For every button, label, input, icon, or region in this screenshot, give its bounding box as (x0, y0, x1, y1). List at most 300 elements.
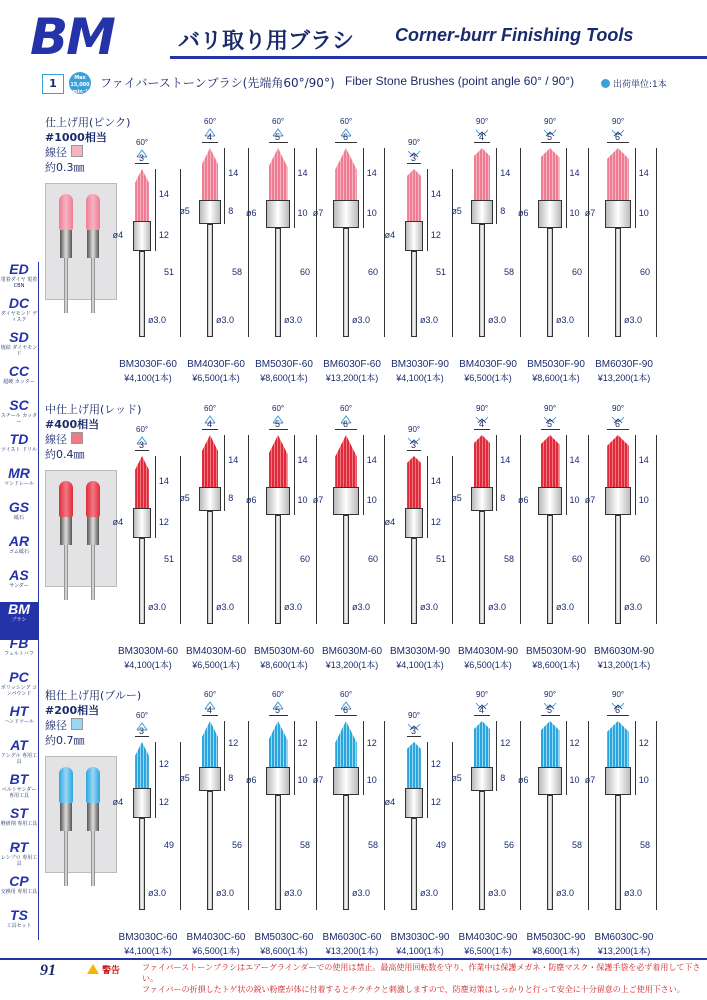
tip-width-label: 4 (479, 132, 485, 142)
total-length-line (384, 148, 385, 337)
tip-length-line (427, 742, 428, 788)
shank-diameter-label: ø4 (112, 797, 124, 807)
section-label (45, 115, 130, 175)
product-subheader (38, 72, 703, 94)
total-length-label: 60 (368, 267, 379, 277)
product-price: ¥4,100(1本) (124, 946, 172, 956)
subheader-title-jp: ファイバーストーンブラシ(先端角60°/90°) (100, 76, 335, 90)
brush-tip (59, 194, 73, 230)
product-price: ¥13,200(1本) (597, 946, 651, 956)
total-length-line (588, 721, 589, 910)
shank-length-line (294, 200, 295, 228)
header-title-en: Corner-burr Finishing Tools (395, 25, 634, 45)
tip-length-label: 14 (500, 455, 511, 465)
shank-drawing (133, 221, 152, 251)
sidebar-tab-desc: ポリッシング コンパウンド (0, 685, 38, 697)
brush-shank (87, 230, 99, 258)
shaft-drawing (411, 538, 417, 624)
shank-length-label: 10 (366, 775, 377, 785)
point-angle-label: 60° (136, 138, 149, 147)
tip-width-label: 6 (615, 705, 621, 715)
total-length-line (316, 721, 317, 910)
shank-diameter-label: ø7 (312, 208, 324, 218)
total-length-line (248, 435, 249, 624)
quantity-badge: 1 (42, 74, 64, 94)
shank-length-line (363, 487, 364, 515)
shaft-drawing (139, 251, 145, 337)
point-angle-label: 60° (204, 404, 217, 413)
tip-width-line (335, 142, 357, 143)
tip-length-line (566, 148, 567, 200)
tip-length-line (224, 721, 225, 767)
tip-length-line (294, 721, 295, 767)
tip-width-line (541, 715, 560, 716)
point-angle-label: 90° (408, 138, 421, 147)
tip-length-line (635, 435, 636, 487)
shank-diameter-label: ø5 (451, 206, 462, 216)
shank-drawing (133, 788, 152, 818)
sidebar-tab-desc: 軽研削 専用工具 (0, 821, 38, 827)
shaft-diameter-label: ø3.0 (488, 602, 507, 612)
shaft-diameter-label: ø3.0 (488, 315, 507, 325)
tip-length-label: 14 (158, 476, 169, 486)
page-header (0, 0, 707, 70)
shank-length-label: 10 (569, 495, 580, 505)
section-wire-label (45, 432, 141, 447)
tip-width-label: 3 (411, 726, 417, 736)
point-angle-label: 90° (476, 117, 489, 126)
shank-diameter-label: ø6 (246, 208, 257, 218)
product-code: BM4030F-60 (187, 359, 245, 370)
shank-diameter-label: ø5 (451, 773, 462, 783)
point-angle-label: 60° (272, 404, 285, 413)
tip-width-line (135, 163, 149, 164)
sidebar-rule (38, 262, 39, 940)
shaft-diameter-label: ø3.0 (284, 888, 303, 898)
shank-drawing (266, 767, 290, 795)
tip-length-label: 14 (366, 168, 377, 178)
sidebar-tab-code: PC (9, 669, 29, 685)
shank-diameter-label: ø4 (384, 797, 396, 807)
sidebar-tab-desc: 砥石 (13, 515, 24, 521)
shank-diameter-label: ø6 (246, 775, 257, 785)
point-angle-label: 90° (612, 690, 625, 699)
brush-tip-drawing (335, 721, 357, 767)
shank-length-line (155, 508, 156, 538)
product-price: ¥8,600(1本) (532, 660, 580, 670)
sidebar-tab-code: TS (10, 907, 28, 923)
shaft-diameter-label: ø3.0 (148, 315, 167, 325)
brush-tip-drawing (474, 148, 490, 200)
shank-length-label: 10 (366, 495, 377, 505)
shank-length-label: 8 (500, 773, 506, 783)
wire-label-text: 線径 (45, 146, 67, 159)
shaft-diameter-label: ø3.0 (148, 602, 167, 612)
sidebar-tab-code: SC (9, 397, 29, 413)
tip-width-label: 6 (615, 419, 621, 429)
tip-length-line (635, 721, 636, 767)
section-wire-label (45, 718, 141, 733)
shaft-drawing (411, 251, 417, 337)
tip-length-label: 12 (158, 759, 169, 769)
tip-width-line (407, 736, 421, 737)
point-angle-label: 90° (544, 117, 557, 126)
tip-length-label: 14 (500, 168, 511, 178)
shank-length-label: 10 (297, 775, 308, 785)
section-wire-diameter: 約0.7㎜ (45, 734, 85, 747)
tip-width-label: 5 (275, 705, 281, 715)
shank-length-label: 12 (430, 230, 441, 240)
brush-tip-drawing (269, 148, 288, 200)
shaft-drawing (207, 224, 213, 337)
point-angle-label: 90° (476, 690, 489, 699)
sidebar-tab-code: AR (8, 533, 30, 549)
shaft-drawing (207, 511, 213, 624)
brush-tip-drawing (541, 435, 560, 487)
total-length-label: 58 (504, 554, 515, 564)
product-photo (45, 756, 117, 873)
brush-tip-drawing (269, 435, 288, 487)
product-code: BM6030C-60 (322, 932, 382, 943)
shaft-diameter-label: ø3.0 (420, 602, 439, 612)
total-length-line (520, 721, 521, 910)
shank-drawing (605, 767, 632, 795)
shank-diameter-label: ø7 (584, 495, 596, 505)
brush-tip (86, 767, 100, 803)
tip-length-label: 12 (638, 738, 649, 748)
shaft-diameter-label: ø3.0 (352, 888, 371, 898)
shank-length-label: 10 (569, 208, 580, 218)
shaft-drawing (615, 515, 621, 624)
tip-width-label: 3 (411, 440, 417, 450)
shank-length-line (155, 221, 156, 251)
shank-drawing (471, 767, 492, 791)
total-length-label: 60 (300, 267, 311, 277)
total-length-line (248, 721, 249, 910)
sidebar-tab-desc: ダイヤモンド ディスク (0, 311, 38, 323)
tip-width-label: 4 (479, 419, 485, 429)
brush-rod (91, 258, 95, 313)
sidebar-tab-desc: ゴム砥石 (8, 549, 29, 555)
brush-shank (87, 803, 99, 831)
shank-diameter-label: ø4 (384, 230, 396, 240)
sidebar-tab-desc: 電着ダイヤ 電着CBN (0, 277, 38, 289)
shank-length-line (363, 200, 364, 228)
sidebar-tab-code: BM (8, 601, 30, 617)
shank-diameter-label: ø7 (312, 495, 324, 505)
shaft-drawing (479, 511, 485, 624)
tip-width-line (607, 715, 629, 716)
total-length-label: 51 (164, 554, 175, 564)
product-price: ¥13,200(1本) (597, 373, 651, 383)
total-length-label: 58 (504, 267, 515, 277)
tip-width-label: 4 (207, 705, 213, 715)
shank-length-label: 10 (569, 775, 580, 785)
product-code: BM3030M-90 (389, 646, 451, 657)
point-angle-label: 60° (204, 690, 217, 699)
brush-tip (59, 481, 73, 517)
page-number: 91 (40, 962, 56, 979)
brush-tip-drawing (335, 435, 357, 487)
tip-length-line (294, 148, 295, 200)
product-code: BM6030M-60 (321, 646, 383, 657)
tip-width-line (541, 429, 560, 430)
tip-width-label: 3 (139, 153, 145, 163)
shaft-drawing (343, 795, 349, 910)
warning-label-text: 警告 (102, 966, 121, 976)
shaft-diameter-label: ø3.0 (284, 315, 303, 325)
shaft-drawing (479, 791, 485, 910)
tip-length-label: 12 (297, 738, 308, 748)
tip-length-label: 14 (297, 168, 308, 178)
brush-rod (64, 258, 68, 313)
warning-icon (87, 964, 99, 974)
point-angle-label: 60° (340, 690, 353, 699)
shank-diameter-label: ø5 (451, 493, 462, 503)
header-rule (170, 56, 707, 59)
shaft-diameter-label: ø3.0 (556, 888, 575, 898)
shank-length-line (155, 788, 156, 818)
section-label-line2: #1000相当 (45, 131, 107, 144)
shaft-drawing (615, 795, 621, 910)
sidebar-tab-ts[interactable] (0, 908, 38, 946)
tip-width-label: 5 (547, 132, 553, 142)
product-code: BM5030M-60 (253, 646, 315, 657)
tip-width-line (607, 142, 629, 143)
tip-width-line (474, 429, 490, 430)
tip-length-line (427, 456, 428, 508)
total-length-line (316, 435, 317, 624)
total-length-label: 58 (232, 554, 243, 564)
shaft-drawing (275, 795, 281, 910)
shank-length-line (294, 767, 295, 795)
product-code: BM4030C-60 (186, 932, 246, 943)
tip-length-label: 14 (638, 168, 649, 178)
shank-length-label: 12 (158, 797, 169, 807)
shank-diameter-label: ø5 (179, 773, 190, 783)
sidebar-tab-desc: フェルトバフ (4, 651, 34, 657)
tip-width-label: 4 (479, 705, 485, 715)
brush-tip (86, 194, 100, 230)
total-length-line (588, 435, 589, 624)
color-swatch (71, 718, 83, 730)
product-code: BM5030M-90 (525, 646, 587, 657)
shank-drawing (199, 200, 220, 224)
point-angle-label: 90° (544, 404, 557, 413)
shank-length-line (496, 200, 497, 224)
product-price: ¥8,600(1本) (260, 373, 308, 383)
shank-drawing (333, 487, 360, 515)
shaft-diameter-label: ø3.0 (148, 888, 167, 898)
product-code: BM5030F-60 (255, 359, 313, 370)
section-label-line1: 粗仕上げ用(ブルー) (45, 689, 142, 702)
sidebar-tab-desc: ツイスト ドリル (0, 447, 38, 453)
tip-width-label: 3 (411, 153, 417, 163)
tip-width-line (407, 163, 421, 164)
total-length-line (452, 169, 453, 337)
shank-diameter-label: ø4 (112, 230, 124, 240)
tip-length-line (224, 435, 225, 487)
brush-shank (87, 517, 99, 545)
brush-tip-drawing (607, 721, 629, 767)
shank-length-line (635, 767, 636, 795)
tip-length-label: 12 (430, 759, 441, 769)
brush-rod (64, 831, 68, 886)
product-price: ¥13,200(1本) (325, 660, 379, 670)
tip-length-label: 14 (228, 168, 239, 178)
product-code: BM4030M-90 (457, 646, 519, 657)
shank-diameter-label: ø5 (179, 206, 190, 216)
tip-width-label: 6 (343, 419, 349, 429)
tip-length-label: 14 (366, 455, 377, 465)
shank-length-label: 12 (158, 517, 169, 527)
header-title-jp: バリ取り用ブラシ (178, 29, 355, 54)
tip-length-label: 14 (638, 455, 649, 465)
product-price: ¥8,600(1本) (532, 946, 580, 956)
product-price: ¥8,600(1本) (532, 373, 580, 383)
brush-tip-drawing (541, 148, 560, 200)
total-length-line (520, 435, 521, 624)
brush-tip-drawing (474, 435, 490, 487)
tip-width-label: 5 (275, 132, 281, 142)
shank-drawing (605, 487, 632, 515)
tip-length-label: 12 (366, 738, 377, 748)
tip-width-line (541, 142, 560, 143)
subheader-title-en: Fiber Stone Brushes (point angle 60° / 90°) (345, 74, 575, 88)
tip-width-label: 3 (139, 440, 145, 450)
product-price: ¥13,200(1本) (325, 373, 379, 383)
product-code: BM3030M-60 (117, 646, 179, 657)
tip-length-line (363, 435, 364, 487)
point-angle-label: 90° (408, 425, 421, 434)
shank-length-label: 10 (297, 495, 308, 505)
shaft-diameter-label: ø3.0 (488, 888, 507, 898)
brush-tip-drawing (607, 435, 629, 487)
color-swatch (71, 432, 83, 444)
point-angle-label: 60° (136, 425, 149, 434)
brush-tip (86, 481, 100, 517)
tip-width-label: 6 (615, 132, 621, 142)
sidebar-tab-code: SD (9, 329, 29, 345)
brush-tip-drawing (269, 721, 288, 767)
shank-diameter-label: ø6 (518, 208, 529, 218)
tip-width-label: 5 (547, 705, 553, 715)
brush-tip-drawing (474, 721, 490, 767)
product-price: ¥6,500(1本) (192, 946, 240, 956)
point-angle-label: 90° (544, 690, 557, 699)
tip-width-line (335, 429, 357, 430)
tip-length-label: 14 (430, 476, 441, 486)
brush-tip-drawing (135, 742, 149, 788)
tip-width-line (269, 715, 288, 716)
brush-shank (60, 517, 72, 545)
sidebar-tab-desc: スチール カッター (0, 413, 38, 425)
shank-drawing (266, 487, 290, 515)
section-label-line1: 中仕上げ用(レッド) (45, 403, 142, 416)
shank-length-label: 8 (500, 206, 506, 216)
tip-length-label: 14 (569, 455, 580, 465)
tip-length-line (224, 148, 225, 200)
product-code: BM6030M-90 (593, 646, 655, 657)
brush-tip-drawing (202, 435, 218, 487)
sidebar-tab-desc: ベルトサンダー 専用工具 (1, 787, 37, 799)
product-code: BM4030C-90 (458, 932, 518, 943)
sidebar-tab-code: ED (9, 261, 29, 277)
wire-label-text: 線径 (45, 719, 67, 732)
product-price: ¥8,600(1本) (260, 946, 308, 956)
tip-width-line (135, 450, 149, 451)
shank-drawing (199, 767, 220, 791)
shaft-drawing (139, 818, 145, 910)
total-length-label: 56 (232, 840, 243, 850)
sidebar-tab-desc: ハンドツール (4, 719, 34, 725)
shank-length-line (496, 767, 497, 791)
point-angle-label: 90° (612, 404, 625, 413)
shank-drawing (133, 508, 152, 538)
product-code: BM5030C-60 (254, 932, 314, 943)
brush-tip-drawing (135, 456, 149, 508)
shank-diameter-label: ø5 (179, 493, 190, 503)
total-length-label: 51 (436, 267, 447, 277)
point-angle-label: 60° (340, 404, 353, 413)
tip-length-line (155, 169, 156, 221)
shank-drawing (471, 200, 492, 224)
tip-width-line (607, 429, 629, 430)
tip-length-label: 14 (430, 189, 441, 199)
shank-drawing (405, 221, 424, 251)
shank-length-line (566, 767, 567, 795)
sidebar-tab-desc: 交換用 専用工具 (0, 889, 38, 895)
tip-length-label: 12 (569, 738, 580, 748)
shank-drawing (538, 200, 562, 228)
total-length-line (180, 169, 181, 337)
sidebar-tab-desc: マンドレール (4, 481, 34, 487)
product-code: BM3030F-60 (119, 359, 177, 370)
shaft-diameter-label: ø3.0 (284, 602, 303, 612)
total-length-label: 58 (640, 840, 651, 850)
total-length-line (452, 456, 453, 624)
tip-length-line (155, 456, 156, 508)
shank-drawing (199, 487, 220, 511)
product-price: ¥6,500(1本) (464, 660, 512, 670)
shank-length-label: 12 (430, 797, 441, 807)
tip-width-line (202, 429, 218, 430)
shipping-unit (601, 77, 667, 90)
product-price: ¥6,500(1本) (192, 373, 240, 383)
total-length-label: 60 (300, 554, 311, 564)
bm-logo: BM (30, 8, 114, 66)
total-length-line (384, 721, 385, 910)
sidebar-tab-code: MR (8, 465, 30, 481)
tip-length-line (363, 721, 364, 767)
shank-diameter-label: ø7 (584, 775, 596, 785)
shank-diameter-label: ø4 (384, 517, 396, 527)
brush-rod (64, 545, 68, 600)
shaft-diameter-label: ø3.0 (624, 888, 643, 898)
shank-length-line (363, 767, 364, 795)
shaft-drawing (139, 538, 145, 624)
total-length-line (656, 148, 657, 337)
sidebar-tab-code: BT (9, 771, 29, 787)
total-length-label: 60 (368, 554, 379, 564)
shank-length-label: 10 (297, 208, 308, 218)
product-code: BM4030F-90 (459, 359, 517, 370)
sidebar-tab-code: GS (8, 499, 30, 515)
product-code: BM4030M-60 (185, 646, 247, 657)
shipping-unit-text: 出荷単位:1本 (613, 80, 667, 90)
product-code: BM6030C-90 (594, 932, 654, 943)
shank-length-label: 8 (228, 773, 234, 783)
